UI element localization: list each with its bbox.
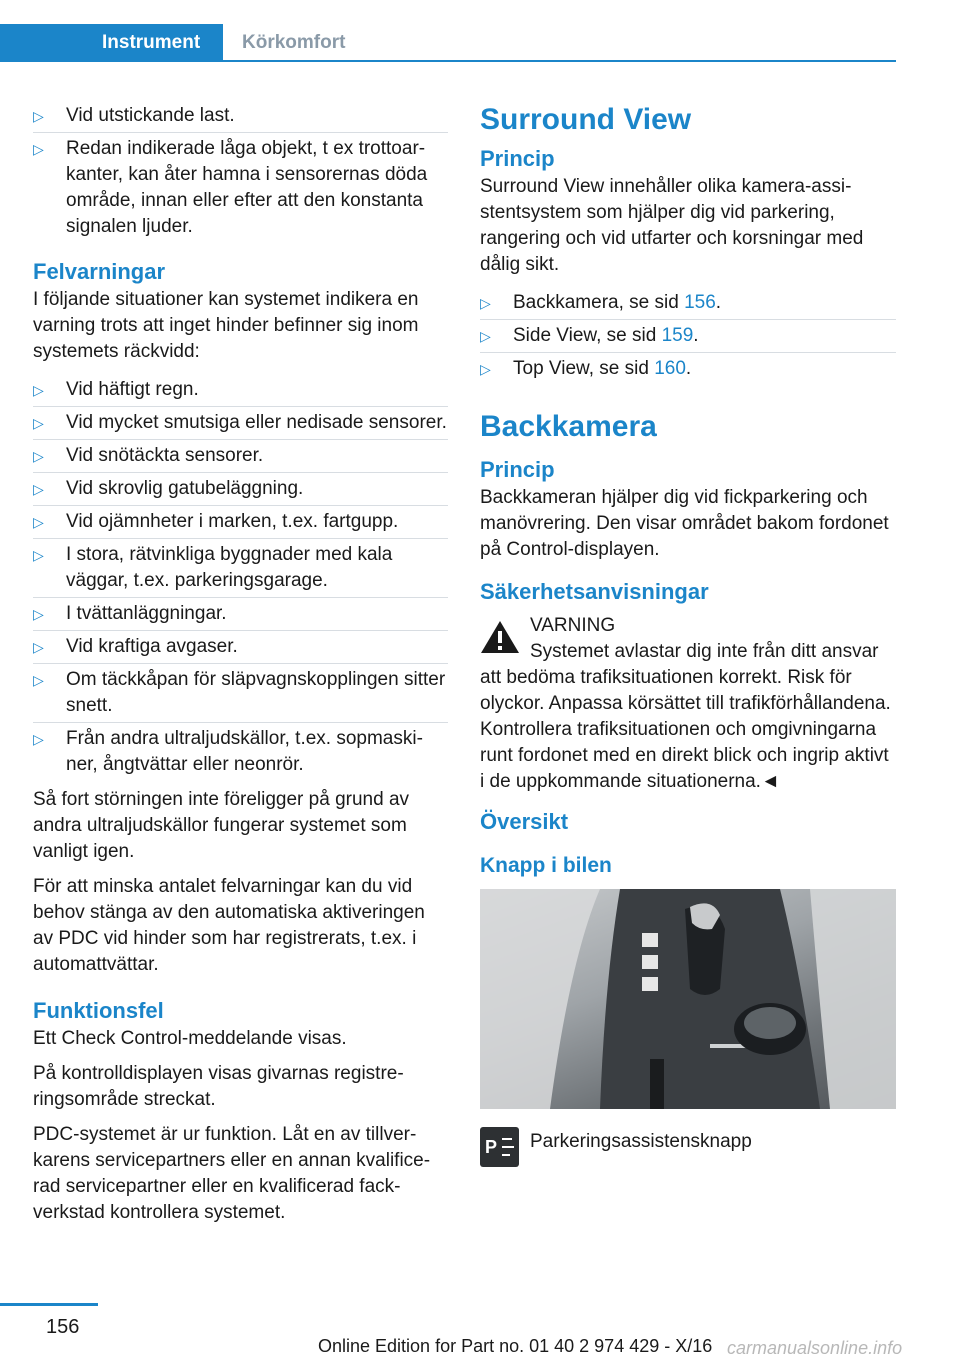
heading-knapp-i-bilen: Knapp i bilen [480,854,612,877]
list-item: ▷ I stora, rätvinkliga byggnader med kala väggar, t.ex. parkeringsgarage. [33,539,448,598]
header-rule [0,60,896,62]
heading-felvarningar: Felvarningar [33,259,166,284]
list-item: ▷ Vid häftigt regn. [33,374,448,407]
paragraph: För att minska antalet felvarningar kan du vid behov stänga av den automatiska aktiveringen av PDC vid hinder som har registrerats, t.ex. i automattvättar. [33,876,425,975]
warning-first-line: Systemet avlastar dig inte från ditt ansvar [530,641,879,662]
paragraph: Så fort störningen inte föreligger på grund av andra ultraljudskällor fungerar systemet som vanligt igen. [33,789,410,862]
heading-princip: Princip [480,457,555,482]
triangle-bullet-icon: ▷ [33,639,44,655]
list-item: ▷ Backkamera, se sid 156. [480,287,896,320]
list-item: ▷ Vid utstickande last. [33,100,448,133]
list-item: ▷ Vid ojämnheter i marken, t.ex. fartgupp. [33,506,448,539]
title-surround-view: Surround View [480,103,692,136]
triangle-bullet-icon: ▷ [33,382,44,398]
watermark: carmanualsonline.info [727,1338,903,1358]
triangle-bullet-icon: ▷ [33,108,44,124]
felvarningar-intro: I följande situationer kan systemet indikera en varning trots att inget hinder befinner sig inom systemets räckvidd: [33,289,419,362]
caption-text: Parkeringsassistensknapp [530,1131,752,1152]
console-illustration [480,889,896,1109]
list-item: ▷ Vid snötäckta sensorer. [33,440,448,473]
triangle-bullet-icon: ▷ [33,547,44,563]
footer-rule [0,1303,98,1306]
paragraph: Ett Check Control-meddelande visas. [33,1028,347,1049]
right-column [480,100,896,1171]
bullet-list-felvarningar [33,374,448,781]
paragraph: PDC-systemet är ur funktion. Låt en av tillverkarens servicepartners eller en annan kvalificerad servicepartner eller en kvalificerad fackverkstad kontrollera systemet. [33,1124,431,1223]
list-item: ▷ Om täckkåpan för släpvagnskopplingen sitter snett. [33,664,448,723]
page-link-156[interactable]: 156 [684,292,716,313]
top-navigation [0,0,960,62]
paragraph: Surround View innehåller olika kamera-assistentsystem som hjälper dig vid parkering, rangering och vid utfarter och korsningar med dålig sikt. [480,176,864,275]
list-item: ▷ I tvättanläggningar. [33,598,448,631]
paragraph: På kontrolldisplayen visas givarnas registreringsområde streckat. [33,1063,404,1110]
triangle-bullet-icon: ▷ [33,141,44,157]
paragraph: Backkameran hjälper dig vid fickparkering och manövrering. Den visar området bakom fordonet på Control-displayen. [480,487,889,560]
list-item: ▷ Vid kraftiga avgaser. [33,631,448,664]
triangle-bullet-icon: ▷ [33,606,44,622]
list-item: ▷ Vid mycket smutsiga eller nedisade sensorer. [33,407,448,440]
parking-assist-button-icon [480,1127,519,1167]
list-item: ▷ Redan indikerade låga objekt, t ex trottoarkanter, kan åter hamna i sensorernas döda område, innan eller efter att den konstanta signalen ljuder. [33,138,428,237]
list-item: ▷ Från andra ultraljudskällor, t.ex. sopmaskiner, ångtvättar eller neonrör. [33,728,423,775]
car-console-photo [480,889,896,1109]
triangle-bullet-icon: ▷ [33,481,44,497]
triangle-bullet-icon: ▷ [33,514,44,530]
title-backkamera: Backkamera [480,410,657,443]
caption-row [480,1127,896,1171]
triangle-bullet-icon: ▷ [480,361,491,377]
bullet-list-top [33,100,448,243]
page-number: 156 [46,1316,80,1338]
triangle-bullet-icon: ▷ [480,328,491,344]
warning-text: att bedöma trafiksituationen korrekt. Risk för olyckor. Anpassa körsättet till trafikförhållandena. Kontrollera trafiksituationen och omgivningarna runt fordonet med en direkt blick och ingrip aktivt i de uppkommande situationerna.◄ [480,667,891,792]
tab-instrument[interactable]: Instrument [0,24,223,62]
triangle-bullet-icon: ▷ [33,672,44,688]
heading-oversikt: Översikt [480,809,569,834]
warning-triangle-icon [480,619,520,655]
tab-korkomfort[interactable]: Körkomfort [242,32,346,53]
page-link-160[interactable]: 160 [654,358,686,379]
link-list [480,287,896,385]
warning-block [480,613,896,795]
list-item: ▷ Vid skrovlig gatubeläggning. [33,473,448,506]
heading-princip: Princip [480,146,555,171]
page-link-159[interactable]: 159 [661,325,694,346]
left-column [33,100,448,1235]
triangle-bullet-icon: ▷ [33,448,44,464]
triangle-bullet-icon: ▷ [33,731,44,747]
list-item: ▷ Side View, se sid 159. [480,320,896,353]
triangle-bullet-icon: ▷ [480,295,491,311]
heading-sakerhetsanvisningar: Säkerhetsanvisningar [480,579,709,604]
list-item: ▷ Top View, se sid 160. [480,353,896,385]
warning-label: VARNING [530,615,616,636]
edition-text: Online Edition for Part no. 01 40 2 974 429 - X/16 [318,1336,713,1356]
triangle-bullet-icon: ▷ [33,415,44,431]
svg-text:P: P [485,1137,498,1157]
heading-funktionsfel: Funktionsfel [33,998,164,1023]
